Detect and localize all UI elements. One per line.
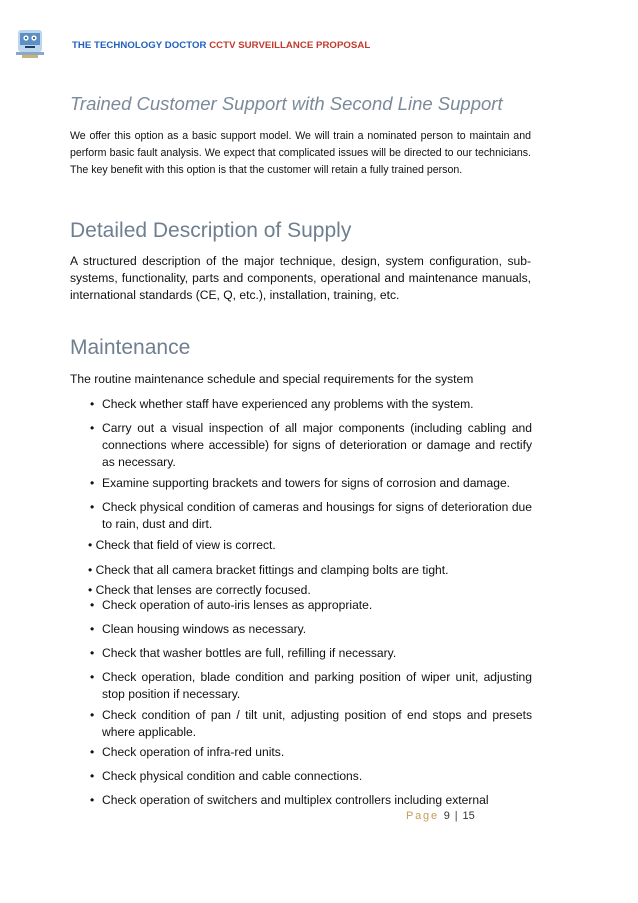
list-item: • Check whether staff have experienced any problems with the system. <box>90 397 474 411</box>
list-item: • Check that all camera bracket fittings and clamping bolts are tight. <box>88 563 449 577</box>
supply-heading: Detailed Description of Supply <box>70 219 352 242</box>
list-item: • Carry out a visual inspection of all major components (including cabling and connections where accessible) for signs of deterioration or damage and rectify as necessary. <box>90 421 532 469</box>
list-item: • Check that washer bottles are full, refilling if necessary. <box>90 646 397 660</box>
list-item: • Check physical condition and cable connections. <box>90 769 363 783</box>
list-item: • Clean housing windows as necessary. <box>90 622 307 636</box>
list-item: • Check operation, blade condition and parking position of wiper unit, adjusting stop position if necessary. <box>90 670 532 701</box>
page-current: 9 <box>443 810 450 822</box>
list-item: • Check operation of auto-iris lenses as appropriate. <box>90 598 373 612</box>
supply-paragraph: A structured description of the major technique, design, system configuration, sub-systems, functionality, parts and components, operational and maintenance manuals, international standards (CE, Q, etc.), installation, training, etc. <box>70 254 531 302</box>
support-paragraph: We offer this option as a basic support model. We will train a nominated person to maintain and perform basic fault analysis. We expect that complicated issues will be directed to our technicians. The key benefit with this option is that the customer will retain a fully trained person. <box>70 130 531 176</box>
list-item: • Check that lenses are correctly focused. <box>88 583 311 597</box>
maintenance-heading: Maintenance <box>70 336 191 359</box>
list-item: • Check operation of switchers and multiplex controllers including external <box>90 793 489 807</box>
page-total: 15 <box>462 810 475 822</box>
support-heading: Trained Customer Support with Second Line Support <box>70 93 503 114</box>
header-doc-title: CCTV SURVEILLANCE PROPOSAL <box>209 40 371 51</box>
company-logo <box>14 24 46 60</box>
list-item: • Check condition of pan / tilt unit, adjusting position of end stops and presets where applicable. <box>90 708 532 739</box>
list-item: • Check that field of view is correct. <box>88 538 276 552</box>
page-number-footer <box>406 810 475 822</box>
maintenance-intro: The routine maintenance schedule and special requirements for the system <box>70 372 474 386</box>
list-item: • Examine supporting brackets and towers for signs of corrosion and damage. <box>90 476 511 490</box>
list-item: • Check physical condition of cameras and housings for signs of deterioration due to rain, dust and dirt. <box>90 500 532 531</box>
page-separator: | <box>454 810 458 822</box>
page-word: Page <box>406 810 439 822</box>
document-header <box>72 40 370 51</box>
list-item: • Check operation of infra-red units. <box>90 745 285 759</box>
header-brand: THE TECHNOLOGY DOCTOR <box>72 40 207 51</box>
